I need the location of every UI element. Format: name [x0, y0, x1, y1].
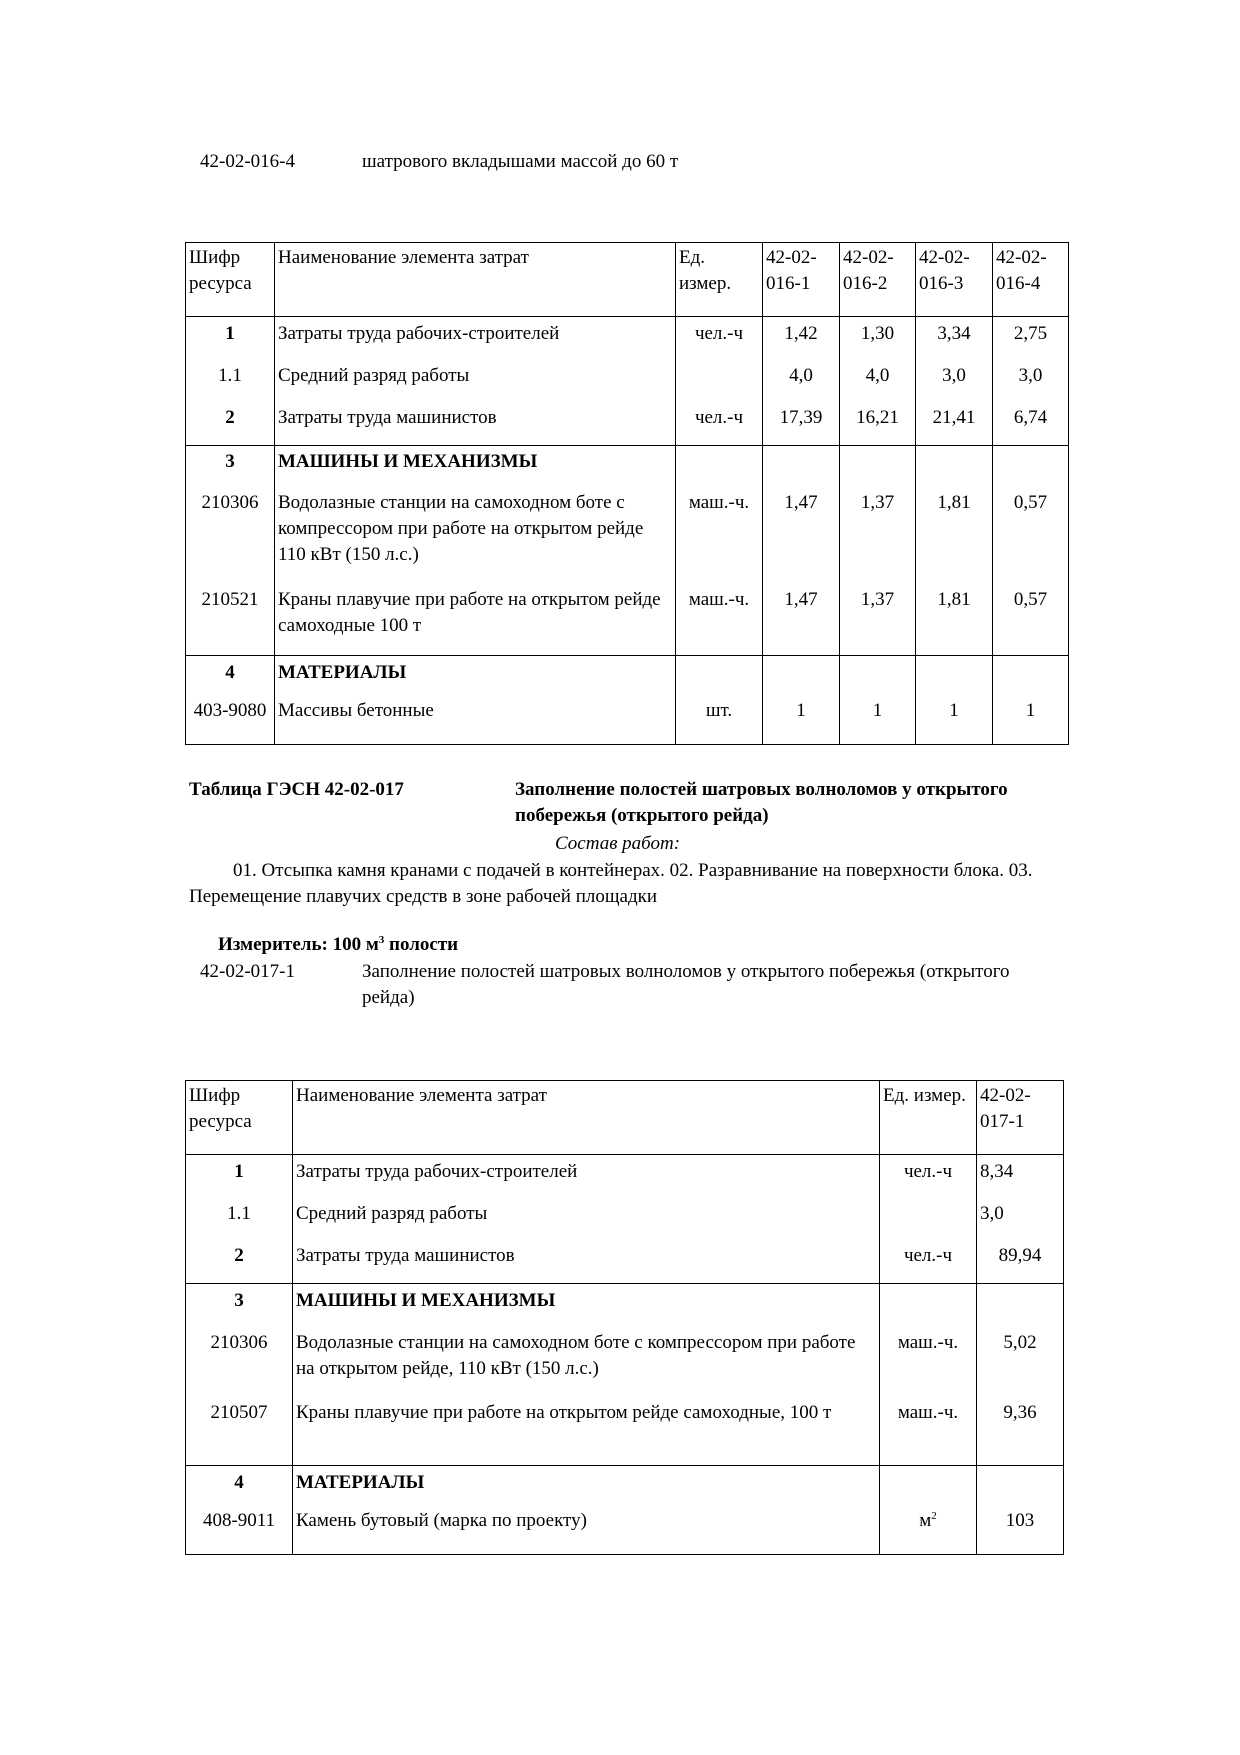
resource-table-42-02-017 [185, 1080, 1064, 1555]
table-row [186, 317, 1069, 360]
row-value [993, 446, 1069, 491]
row-unit: чел.-ч [676, 317, 763, 360]
works-heading: Состав работ: [555, 833, 681, 854]
entry-code: 42-02-016-4 [200, 151, 295, 172]
row-value: 89,94 [977, 1240, 1064, 1284]
row-code: 4 [186, 656, 275, 699]
row-value: 1,81 [916, 587, 993, 656]
row-unit [676, 656, 763, 699]
row-code: 2 [186, 1240, 293, 1284]
row-value [763, 656, 840, 699]
row-unit [880, 1508, 977, 1555]
row-value [993, 656, 1069, 699]
table-row [186, 1466, 1064, 1509]
row-name: Затраты труда машинистов [275, 402, 676, 446]
row-code: 408-9011 [186, 1508, 293, 1555]
table-header-row [186, 1081, 1064, 1155]
table-row [186, 1330, 1064, 1400]
table-row [186, 402, 1069, 446]
row-name: Затраты труда рабочих-строителей [275, 317, 676, 360]
row-value: 1,81 [916, 490, 993, 587]
resource-table-42-02-016 [185, 242, 1069, 745]
row-name: Водолазные станции на самоходном боте с компрессором при работе на открытом рейде, 110 кВт (150 л.с.) [293, 1330, 880, 1400]
header-col: 42-02-016-2 [840, 243, 916, 317]
table-row [186, 1400, 1064, 1466]
row-unit: чел.-ч [880, 1240, 977, 1284]
unit-sup: 2 [931, 1510, 937, 1522]
table-row [186, 1284, 1064, 1331]
table-row [186, 656, 1069, 699]
header-name: Наименование элемента затрат [293, 1081, 880, 1155]
row-value: 3,0 [916, 359, 993, 402]
row-unit: чел.-ч [676, 402, 763, 446]
header-code: Шифр ресурса [186, 1081, 293, 1155]
row-code: 1 [186, 1155, 293, 1198]
row-name: Водолазные станции на самоходном боте с компрессором при работе на открытом рейде 110 кВт (150 л.с.) [275, 490, 676, 587]
row-value: 9,36 [977, 1400, 1064, 1466]
meter-suffix: полости [384, 934, 459, 955]
header-col: 42-02-017-1 [977, 1081, 1064, 1155]
table-row [186, 446, 1069, 491]
row-code: 3 [186, 1284, 293, 1331]
row-value: 5,02 [977, 1330, 1064, 1400]
row-name: Затраты труда машинистов [293, 1240, 880, 1284]
row-value: 6,74 [993, 402, 1069, 446]
row-code: 1.1 [186, 359, 275, 402]
row-code: 4 [186, 1466, 293, 1509]
row-value [977, 1284, 1064, 1331]
row-value: 0,57 [993, 587, 1069, 656]
unit-base: м [919, 1510, 932, 1531]
meter-line [218, 932, 458, 958]
header-col: 42-02-016-1 [763, 243, 840, 317]
header-unit: Ед. измер. [676, 243, 763, 317]
table-row [186, 1240, 1064, 1284]
meter-prefix: Измеритель: 100 м [218, 934, 379, 955]
header-col: 42-02-016-4 [993, 243, 1069, 317]
table-row [186, 359, 1069, 402]
row-value [840, 656, 916, 699]
entry-text-017: Заполнение полостей шатровых волноломов у открытого побережья (открытого рейда) [362, 961, 1010, 1008]
row-value: 4,0 [840, 359, 916, 402]
row-value: 1 [916, 698, 993, 745]
row-value: 0,57 [993, 490, 1069, 587]
row-value: 4,0 [763, 359, 840, 402]
row-value [916, 656, 993, 699]
row-name: Краны плавучие при работе на открытом рейде самоходные 100 т [275, 587, 676, 656]
row-name: Краны плавучие при работе на открытом рейде самоходные, 100 т [293, 1400, 880, 1466]
section-heading-machines: МАШИНЫ И МЕХАНИЗМЫ [275, 446, 676, 491]
row-code: 210507 [186, 1400, 293, 1466]
row-code: 210521 [186, 587, 275, 656]
row-value: 21,41 [916, 402, 993, 446]
row-value [916, 446, 993, 491]
section-title: Заполнение полостей шатровых волноломов у открытого побережья (открытого рейда) [515, 779, 1008, 826]
row-value: 3,0 [977, 1197, 1064, 1240]
row-value: 1,37 [840, 490, 916, 587]
table-row [186, 1197, 1064, 1240]
row-value [763, 446, 840, 491]
row-unit [880, 1284, 977, 1331]
row-code: 2 [186, 402, 275, 446]
row-value: 1,37 [840, 587, 916, 656]
row-name: Средний разряд работы [275, 359, 676, 402]
row-value: 1 [993, 698, 1069, 745]
row-unit: чел.-ч [880, 1155, 977, 1198]
header-col: 42-02-016-3 [916, 243, 993, 317]
row-value: 1,42 [763, 317, 840, 360]
row-value: 8,34 [977, 1155, 1064, 1198]
row-value [977, 1466, 1064, 1509]
header-name: Наименование элемента затрат [275, 243, 676, 317]
table-row [186, 1508, 1064, 1555]
row-value: 17,39 [763, 402, 840, 446]
table-row [186, 1155, 1064, 1198]
row-unit [676, 359, 763, 402]
row-unit: шт. [676, 698, 763, 745]
row-code: 3 [186, 446, 275, 491]
works-text: 01. Отсыпка камня кранами с подачей в контейнерах. 02. Разравнивание на поверхности блока. 03. Перемещение плавучих средств в зоне рабочей площадки [189, 860, 1033, 907]
row-unit: маш.-ч. [676, 490, 763, 587]
row-name: Затраты труда рабочих-строителей [293, 1155, 880, 1198]
row-unit: маш.-ч. [880, 1400, 977, 1466]
row-unit: маш.-ч. [880, 1330, 977, 1400]
row-name: Массивы бетонные [275, 698, 676, 745]
section-heading-materials: МАТЕРИАЛЫ [275, 656, 676, 699]
row-unit [880, 1197, 977, 1240]
row-code: 210306 [186, 1330, 293, 1400]
row-value: 1 [763, 698, 840, 745]
entry-text: шатрового вкладышами массой до 60 т [362, 151, 679, 172]
header-code: Шифр ресурса [186, 243, 275, 317]
row-value: 2,75 [993, 317, 1069, 360]
row-value: 16,21 [840, 402, 916, 446]
table-header-row [186, 243, 1069, 317]
table-row [186, 698, 1069, 745]
entry-code-017: 42-02-017-1 [200, 961, 295, 982]
row-code: 1 [186, 317, 275, 360]
row-value: 3,0 [993, 359, 1069, 402]
section-heading-machines: МАШИНЫ И МЕХАНИЗМЫ [293, 1284, 880, 1331]
table-row [186, 587, 1069, 656]
row-value: 103 [977, 1508, 1064, 1555]
header-unit: Ед. измер. [880, 1081, 977, 1155]
meter-sup: 3 [378, 934, 385, 946]
row-value: 1,47 [763, 490, 840, 587]
row-code: 1.1 [186, 1197, 293, 1240]
section-heading-materials: МАТЕРИАЛЫ [293, 1466, 880, 1509]
row-code: 403-9080 [186, 698, 275, 745]
row-unit [880, 1466, 977, 1509]
row-name: Камень бутовый (марка по проекту) [293, 1508, 880, 1555]
row-name: Средний разряд работы [293, 1197, 880, 1240]
row-value: 1 [840, 698, 916, 745]
row-value: 3,34 [916, 317, 993, 360]
row-value: 1,30 [840, 317, 916, 360]
row-code: 210306 [186, 490, 275, 587]
table-label: Таблица ГЭСН 42-02-017 [189, 779, 404, 800]
table-row [186, 490, 1069, 587]
row-value: 1,47 [763, 587, 840, 656]
row-unit: маш.-ч. [676, 587, 763, 656]
row-unit [676, 446, 763, 491]
row-value [840, 446, 916, 491]
